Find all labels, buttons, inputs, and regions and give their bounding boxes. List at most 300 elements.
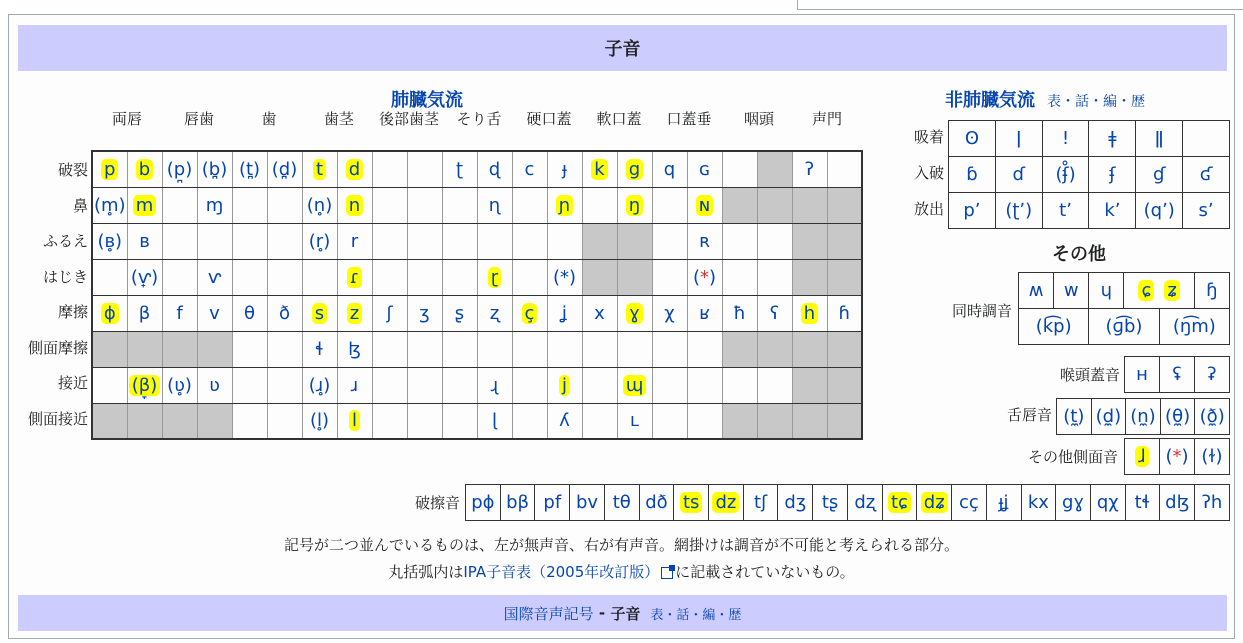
consonant-symbol[interactable]: (ʙ̥) <box>97 230 122 252</box>
row-header[interactable]: 摩擦 <box>57 303 88 321</box>
consonant-symbol[interactable]: ɦ <box>838 302 850 324</box>
consonant-cell[interactable] <box>477 295 512 331</box>
consonant-cell[interactable] <box>232 295 267 331</box>
consonant-cell[interactable] <box>162 151 197 187</box>
np-row-header[interactable]: 吸着 <box>913 128 944 146</box>
consonant-symbol[interactable]: ʀ <box>699 230 710 252</box>
consonant-symbol[interactable]: ɢ <box>698 158 711 180</box>
consonant-cell[interactable] <box>1089 273 1124 309</box>
consonant-cell[interactable] <box>1126 399 1161 435</box>
consonant-symbol[interactable]: ʘ <box>964 128 979 149</box>
consonant-symbol[interactable]: ɥ <box>1100 280 1113 301</box>
consonant-symbol[interactable]: g <box>626 159 643 180</box>
consonant-symbol[interactable]: dʒ <box>784 492 807 513</box>
footer-ipa-link[interactable]: 国際音声記号 <box>503 604 594 623</box>
consonant-cell[interactable] <box>127 151 162 187</box>
consonant-cell[interactable] <box>337 295 372 331</box>
consonant-cell[interactable] <box>197 259 232 295</box>
consonant-symbol[interactable]: ʂ <box>454 302 465 324</box>
consonant-symbol[interactable]: ʝ <box>561 302 568 324</box>
consonant-cell[interactable] <box>337 367 372 403</box>
consonant-symbol[interactable]: ɺ <box>1135 446 1148 467</box>
column-header[interactable]: 後部歯茎 <box>378 110 439 128</box>
consonant-symbol[interactable]: (β̞) <box>129 375 161 396</box>
consonant-cell[interactable] <box>477 187 512 223</box>
consonant-symbol[interactable]: f <box>176 302 183 324</box>
consonant-cell[interactable] <box>547 403 582 439</box>
consonant-cell[interactable] <box>952 485 987 521</box>
consonant-symbol[interactable]: ʢ <box>1172 364 1182 385</box>
consonant-symbol[interactable]: ʍ <box>1028 280 1044 301</box>
consonant-cell[interactable] <box>267 295 302 331</box>
consonant-cell[interactable] <box>337 223 372 259</box>
column-header[interactable]: 両唇 <box>111 110 142 128</box>
footer-links[interactable]: 表・話・編・歴 <box>650 607 742 623</box>
consonant-symbol[interactable]: (p̪) <box>166 158 193 180</box>
consonant-symbol[interactable]: (*) <box>552 266 577 288</box>
consonant-cell <box>512 187 547 223</box>
consonant-cell[interactable] <box>337 151 372 187</box>
consonant-symbol[interactable]: l <box>349 410 360 431</box>
consonant-cell[interactable] <box>674 485 709 521</box>
consonant-cell[interactable] <box>639 485 674 521</box>
consonant-cell[interactable] <box>687 151 722 187</box>
consonant-cell[interactable] <box>337 187 372 223</box>
consonant-symbol[interactable]: dʐ <box>854 492 876 513</box>
consonant-cell[interactable] <box>617 367 652 403</box>
consonant-cell[interactable] <box>1183 157 1230 193</box>
consonant-symbol[interactable]: β <box>138 302 151 324</box>
consonant-symbol[interactable]: ʕ <box>769 302 780 324</box>
consonant-symbol[interactable]: cç <box>959 492 979 513</box>
consonant-cell[interactable] <box>986 485 1021 521</box>
consonant-symbol[interactable]: (k͡p) <box>1035 316 1072 337</box>
consonant-cell[interactable] <box>617 295 652 331</box>
column-header[interactable]: 軟口蓋 <box>596 110 642 128</box>
consonant-cell[interactable] <box>1042 121 1089 157</box>
consonant-symbol[interactable]: ð <box>278 302 290 324</box>
consonant-symbol[interactable]: ʔ <box>804 158 815 180</box>
consonant-symbol[interactable]: ɗ <box>1012 164 1026 185</box>
consonant-cell[interactable] <box>547 151 582 187</box>
consonant-cell[interactable] <box>92 295 127 331</box>
consonant-cell[interactable] <box>512 151 547 187</box>
consonant-symbol[interactable]: ǃ <box>1062 128 1069 149</box>
consonant-symbol[interactable]: dʑ <box>921 492 948 513</box>
consonant-cell[interactable] <box>162 295 197 331</box>
consonant-symbol[interactable]: q <box>663 158 676 180</box>
consonant-symbol[interactable]: ɾ <box>347 267 363 288</box>
consonant-symbol[interactable]: ǂ <box>1108 128 1117 149</box>
consonant-cell[interactable] <box>162 367 197 403</box>
note-line2b: に記載されていないもの。 <box>675 563 855 581</box>
consonant-cell[interactable] <box>792 151 827 187</box>
consonant-cell[interactable] <box>1194 273 1229 309</box>
consonant-symbol[interactable]: kx <box>1027 492 1049 513</box>
consonant-cell[interactable] <box>582 295 617 331</box>
consonant-cell[interactable] <box>477 151 512 187</box>
consonant-symbol[interactable]: ʔh <box>1201 492 1223 513</box>
column-header[interactable]: 唇歯 <box>183 110 214 128</box>
consonant-symbol[interactable]: ɕ <box>1138 280 1154 301</box>
consonant-symbol[interactable]: (ɹ̥) <box>308 374 331 396</box>
consonant-cell[interactable] <box>652 151 687 187</box>
consonant-cell[interactable] <box>792 295 827 331</box>
consonant-cell[interactable] <box>687 295 722 331</box>
consonant-symbol[interactable]: (d̼) <box>1095 406 1122 427</box>
consonant-cell[interactable] <box>617 187 652 223</box>
consonant-cell[interactable] <box>1136 157 1183 193</box>
consonant-symbol[interactable]: ɱ <box>205 194 224 216</box>
consonant-symbol[interactable]: t <box>313 159 326 180</box>
consonant-symbol[interactable]: ʒ <box>419 302 430 324</box>
consonant-symbol[interactable]: (r̥) <box>308 230 331 252</box>
consonant-symbol[interactable]: tɕ <box>888 492 911 513</box>
consonant-symbol[interactable]: ɓ <box>966 164 978 185</box>
consonant-symbol[interactable]: ʈ <box>455 158 464 180</box>
consonant-cell[interactable] <box>1089 193 1136 229</box>
consonant-symbol[interactable]: bβ <box>506 492 530 513</box>
consonant-cell[interactable] <box>1125 439 1160 475</box>
column-header[interactable]: 硬口蓋 <box>526 110 572 128</box>
nonpulmonic-title[interactable]: 非肺臓気流 <box>945 90 1035 111</box>
consonant-symbol[interactable]: qχ <box>1096 492 1119 513</box>
consonant-symbol[interactable]: d <box>346 159 363 180</box>
column-header[interactable]: 歯茎 <box>323 110 354 128</box>
consonant-symbol[interactable]: p <box>101 159 118 180</box>
consonant-symbol[interactable]: tθ <box>612 492 631 513</box>
consonant-symbol[interactable]: ʄ <box>1109 164 1116 185</box>
consonant-symbol[interactable]: dz <box>712 492 739 513</box>
consonant-cell[interactable] <box>197 367 232 403</box>
consonant-cell[interactable] <box>500 485 535 521</box>
consonant-cell[interactable] <box>1195 439 1230 475</box>
consonant-cell[interactable] <box>302 331 337 367</box>
consonant-symbol[interactable]: (θ̼) <box>1165 406 1191 427</box>
consonant-symbol[interactable]: dð <box>645 492 668 513</box>
consonant-symbol[interactable]: tʼ <box>1059 200 1072 221</box>
consonant-cell[interactable] <box>1042 193 1089 229</box>
consonant-cell[interactable] <box>232 151 267 187</box>
column-header[interactable]: 声門 <box>811 110 842 128</box>
row-header[interactable]: 側面摩擦 <box>27 338 88 357</box>
consonant-cell[interactable] <box>127 259 162 295</box>
consonant-cell[interactable] <box>1056 485 1091 521</box>
consonant-symbol[interactable]: j <box>559 375 570 396</box>
consonant-symbol[interactable]: ɹ <box>350 374 359 396</box>
consonant-cell[interactable] <box>1160 399 1195 435</box>
consonant-cell[interactable] <box>847 485 882 521</box>
consonant-cell[interactable] <box>442 151 477 187</box>
column-header[interactable]: 咽頭 <box>743 110 774 128</box>
consonant-cell[interactable] <box>547 367 582 403</box>
consonant-symbol[interactable]: pɸ <box>471 492 495 513</box>
consonant-symbol[interactable]: ɟ <box>561 158 567 180</box>
consonant-cell[interactable] <box>1089 121 1136 157</box>
consonant-cell[interactable] <box>197 151 232 187</box>
consonant-symbol[interactable]: ɸ <box>101 303 119 324</box>
consonant-cell[interactable] <box>949 157 996 193</box>
consonant-symbol[interactable]: x <box>594 302 605 324</box>
consonant-symbol[interactable]: s <box>312 303 327 324</box>
consonant-symbol[interactable]: (ⱱ̟) <box>130 266 159 288</box>
consonant-cell[interactable] <box>337 403 372 439</box>
row-header[interactable]: はじき <box>42 267 88 286</box>
consonant-cell[interactable] <box>995 121 1042 157</box>
consonant-symbol[interactable]: pʼ <box>963 200 981 221</box>
consonant-symbol[interactable]: ɰ <box>623 375 647 396</box>
consonant-cell[interactable] <box>372 295 407 331</box>
consonant-cell[interactable] <box>709 485 744 521</box>
consonant-symbol[interactable]: ʛ <box>1199 164 1213 185</box>
consonant-symbol[interactable]: m <box>133 195 157 216</box>
consonant-cell[interactable] <box>197 187 232 223</box>
row-header[interactable]: 破裂 <box>57 161 88 179</box>
np-row-header[interactable]: 放出 <box>913 200 944 218</box>
consonant-cell[interactable] <box>604 485 639 521</box>
column-header[interactable]: 口蓋垂 <box>666 110 712 128</box>
consonant-cell[interactable] <box>337 259 372 295</box>
consonant-symbol[interactable]: ⱱ <box>207 266 222 288</box>
consonant-cell[interactable] <box>1136 121 1183 157</box>
consonant-symbol[interactable]: c <box>524 158 535 180</box>
consonant-symbol[interactable]: ʋ <box>209 374 220 396</box>
consonant-symbol[interactable]: ɖ <box>488 158 501 180</box>
consonant-symbol[interactable]: k <box>591 159 607 180</box>
consonant-symbol[interactable]: (ʄ̊) <box>1055 164 1076 185</box>
consonant-cell <box>722 331 757 367</box>
consonant-cell[interactable] <box>302 223 337 259</box>
consonant-symbol[interactable]: (d̪) <box>271 158 298 180</box>
consonant-symbol[interactable]: (b̪) <box>201 158 228 180</box>
consonant-cell[interactable] <box>1160 439 1195 475</box>
consonant-symbol[interactable]: ç <box>522 303 538 324</box>
consonant-cell[interactable] <box>617 403 652 439</box>
consonant-cell <box>372 259 407 295</box>
consonant-symbol[interactable]: ʡ <box>1207 364 1217 385</box>
consonant-cell[interactable] <box>127 295 162 331</box>
consonant-symbol[interactable]: (m̥) <box>93 194 126 216</box>
consonant-cell[interactable] <box>477 259 512 295</box>
consonant-cell[interactable] <box>722 295 757 331</box>
consonant-cell[interactable] <box>917 485 952 521</box>
consonant-cell[interactable] <box>1089 309 1159 345</box>
consonant-cell[interactable] <box>949 193 996 229</box>
consonant-cell[interactable] <box>547 259 582 295</box>
consonant-symbol[interactable]: ɧ <box>1206 280 1218 301</box>
consonant-cell[interactable] <box>1091 399 1126 435</box>
consonant-cell[interactable] <box>757 295 792 331</box>
consonant-cell[interactable] <box>827 295 862 331</box>
consonant-cell[interactable] <box>127 187 162 223</box>
consonant-symbol[interactable]: (t̼) <box>1063 406 1085 427</box>
consonant-cell[interactable] <box>1195 399 1230 435</box>
consonant-symbol[interactable]: χ <box>664 302 675 324</box>
consonant-symbol[interactable]: ɲ <box>556 195 574 216</box>
column-header[interactable]: そり舌 <box>456 110 502 128</box>
consonant-symbol[interactable]: ħ <box>733 302 746 324</box>
consonant-cell <box>652 187 687 223</box>
consonant-symbol[interactable]: b <box>136 159 153 180</box>
row-header[interactable]: 鼻 <box>72 196 88 215</box>
consonant-cell[interactable] <box>466 485 501 521</box>
consonant-symbol[interactable]: ʙ <box>139 230 150 252</box>
consonant-symbol[interactable]: ǀ <box>1016 128 1022 149</box>
consonant-symbol[interactable]: z <box>347 303 362 324</box>
consonant-symbol[interactable]: ɬ <box>315 338 324 360</box>
consonant-cell[interactable] <box>743 485 778 521</box>
consonant-cell[interactable] <box>92 151 127 187</box>
consonant-cell[interactable] <box>197 295 232 331</box>
consonant-cell[interactable] <box>570 485 605 521</box>
consonant-cell[interactable] <box>1057 399 1092 435</box>
consonant-cell[interactable] <box>127 223 162 259</box>
consonant-symbol[interactable]: tɬ <box>1134 492 1151 513</box>
consonant-symbol[interactable]: (ɡ͡b) <box>1105 316 1143 337</box>
consonant-symbol[interactable]: (l̥) <box>309 410 330 432</box>
consonant-cell[interactable] <box>1089 157 1136 193</box>
consonant-symbol[interactable]: tʃ <box>754 492 768 513</box>
consonant-cell[interactable] <box>512 295 547 331</box>
consonant-symbol[interactable]: bv <box>575 492 599 513</box>
consonant-cell[interactable] <box>442 295 477 331</box>
consonant-symbol[interactable]: (n̥) <box>306 194 333 216</box>
consonant-cell[interactable] <box>778 485 813 521</box>
consonant-symbol[interactable]: ʟ <box>629 410 640 432</box>
consonant-symbol[interactable]: (n̼) <box>1130 406 1156 427</box>
consonant-cell[interactable] <box>652 295 687 331</box>
consonant-cell[interactable] <box>1054 273 1089 309</box>
consonant-cell[interactable] <box>687 187 722 223</box>
consonant-cell[interactable] <box>1019 273 1054 309</box>
consonant-cell[interactable] <box>302 295 337 331</box>
consonant-cell[interactable] <box>302 187 337 223</box>
consonant-symbol[interactable]: ʜ <box>1136 364 1148 385</box>
consonant-symbol[interactable]: ɴ <box>696 195 713 216</box>
consonant-symbol[interactable]: ʑ <box>1164 280 1179 301</box>
consonant-cell[interactable] <box>617 151 652 187</box>
consonant-cell[interactable] <box>92 187 127 223</box>
consonant-symbol[interactable]: θ <box>243 302 255 324</box>
consonant-symbol[interactable]: ɻ <box>490 374 499 396</box>
consonant-cell[interactable] <box>1125 357 1160 393</box>
consonant-symbol[interactable]: n <box>346 195 363 216</box>
consonant-symbol[interactable]: (ɫ) <box>1201 446 1223 467</box>
consonant-symbol[interactable]: ɠ <box>1152 164 1166 185</box>
consonant-symbol[interactable]: (t̪) <box>238 158 261 180</box>
consonant-cell[interactable] <box>995 157 1042 193</box>
consonant-cell[interactable] <box>582 151 617 187</box>
consonant-cell[interactable] <box>302 403 337 439</box>
consonant-cell[interactable] <box>949 121 996 157</box>
consonant-cell[interactable] <box>1160 485 1195 521</box>
consonant-cell[interactable] <box>1090 485 1125 521</box>
table-row <box>92 259 862 295</box>
row-header[interactable]: ふるえ <box>42 232 88 250</box>
consonant-symbol[interactable]: (ŋ͡m) <box>1172 316 1216 337</box>
nonpulmonic-links[interactable]: 表・話・編・歴 <box>1047 94 1145 110</box>
consonant-symbol[interactable]: (ʈʼ) <box>1005 200 1033 221</box>
column-header[interactable]: 歯 <box>261 110 277 128</box>
consonant-cell[interactable] <box>1136 193 1183 229</box>
consonant-symbol[interactable]: ʎ <box>559 410 570 432</box>
consonant-symbol[interactable]: ɽ <box>488 267 501 288</box>
consonant-symbol[interactable]: (ð̼) <box>1199 406 1225 427</box>
pulmonic-title[interactable]: 肺臓気流 <box>391 90 463 111</box>
consonant-symbol[interactable]: ʐ <box>489 302 500 324</box>
consonant-symbol[interactable]: sʼ <box>1198 200 1214 221</box>
consonant-cell[interactable] <box>1124 273 1194 309</box>
consonant-cell[interactable] <box>813 485 848 521</box>
consonant-symbol[interactable]: h <box>801 303 818 324</box>
consonant-cell[interactable] <box>995 193 1042 229</box>
consonant-symbol[interactable]: r <box>350 230 359 252</box>
consonant-symbol[interactable]: kʼ <box>1104 200 1121 221</box>
row-header[interactable]: 接近 <box>57 374 88 392</box>
consonant-symbol[interactable]: ǁ <box>1154 128 1164 149</box>
consonant-symbol[interactable]: ɮ <box>348 338 361 360</box>
consonant-cell[interactable] <box>337 331 372 367</box>
consonant-symbol[interactable]: ɣ <box>626 303 643 324</box>
ipa-chart-link[interactable]: IPA子音表（2005年改訂版） <box>463 563 660 581</box>
consonant-cell[interactable] <box>302 367 337 403</box>
consonant-symbol[interactable]: ŋ <box>626 195 643 216</box>
np-row-header[interactable]: 入破 <box>913 164 944 182</box>
consonant-cell[interactable] <box>1195 357 1230 393</box>
consonant-symbol[interactable]: (qʼ) <box>1143 200 1175 221</box>
consonant-cell[interactable] <box>1159 309 1229 345</box>
consonant-cell[interactable] <box>1160 357 1195 393</box>
consonant-cell[interactable] <box>477 367 512 403</box>
consonant-cell[interactable] <box>1019 309 1089 345</box>
consonant-cell[interactable] <box>1183 193 1230 229</box>
consonant-symbol[interactable]: dɮ <box>1165 492 1190 513</box>
consonant-cell[interactable] <box>1195 485 1230 521</box>
consonant-cell[interactable] <box>547 295 582 331</box>
consonant-cell[interactable] <box>1042 157 1089 193</box>
consonant-cell[interactable] <box>92 223 127 259</box>
consonant-symbol[interactable]: ʃ <box>386 302 393 324</box>
consonant-symbol[interactable]: ɭ <box>491 410 497 432</box>
consonant-cell <box>92 331 127 367</box>
consonant-symbol[interactable]: ts <box>680 492 702 513</box>
consonant-cell[interactable] <box>882 485 917 521</box>
consonant-cell[interactable] <box>407 295 442 331</box>
consonant-symbol[interactable]: pf <box>543 492 562 513</box>
consonant-cell[interactable] <box>1021 485 1056 521</box>
row-header[interactable]: 側面接近 <box>27 409 88 428</box>
consonant-symbol[interactable]: (*) <box>1165 446 1189 467</box>
consonant-cell[interactable] <box>302 151 337 187</box>
consonant-cell[interactable] <box>267 151 302 187</box>
consonant-cell[interactable] <box>687 259 722 295</box>
consonant-symbol[interactable]: tʂ <box>821 492 839 513</box>
consonant-symbol[interactable]: ɳ <box>488 194 501 216</box>
consonant-cell[interactable] <box>477 403 512 439</box>
consonant-symbol[interactable]: (*) <box>692 266 717 288</box>
consonant-cell[interactable] <box>1125 485 1160 521</box>
consonant-cell[interactable] <box>547 187 582 223</box>
consonant-symbol[interactable]: w <box>1063 280 1079 301</box>
consonant-symbol[interactable]: ɟʝ <box>998 492 1009 513</box>
consonant-symbol[interactable]: ʁ <box>699 302 710 324</box>
consonant-symbol[interactable]: v <box>209 302 220 324</box>
consonant-cell[interactable] <box>535 485 570 521</box>
consonant-cell[interactable] <box>687 223 722 259</box>
consonant-cell[interactable] <box>127 367 162 403</box>
consonant-symbol[interactable]: gɣ <box>1062 492 1085 513</box>
consonant-symbol[interactable]: (ʋ̥) <box>167 374 192 396</box>
